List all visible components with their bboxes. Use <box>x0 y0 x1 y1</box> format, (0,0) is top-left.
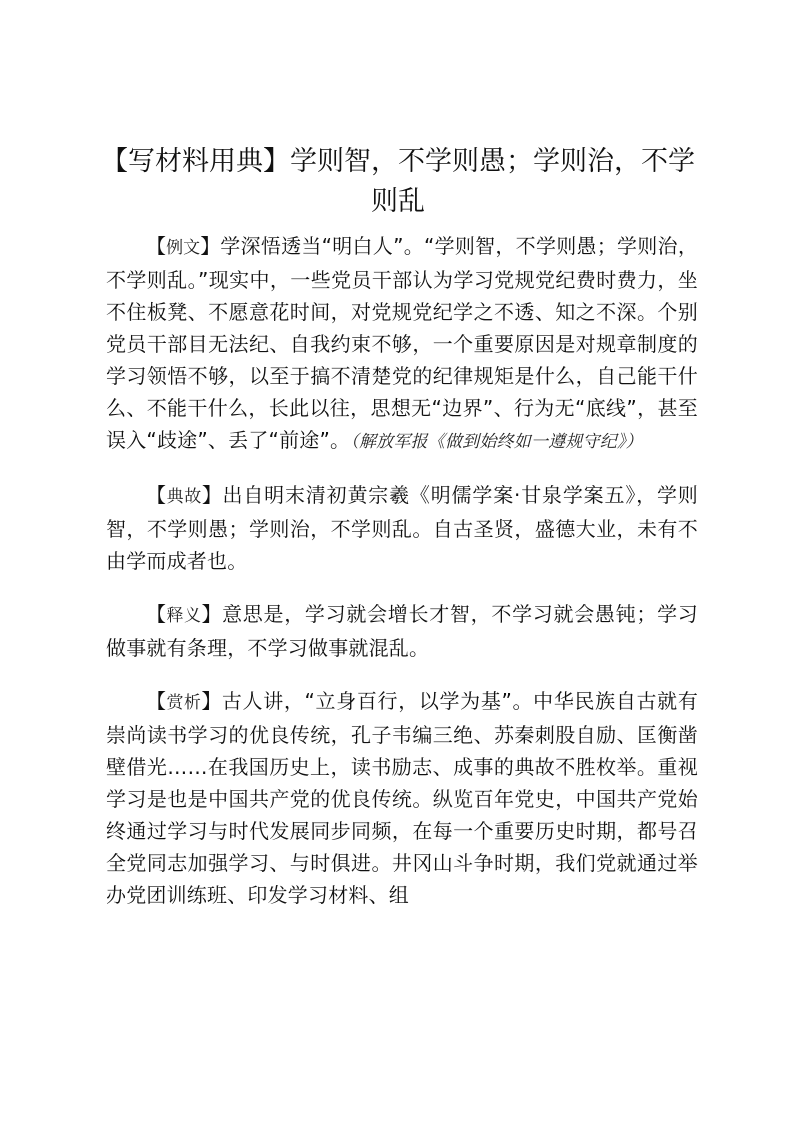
section-tag-word: 例文 <box>166 238 201 258</box>
paragraph-example <box>106 230 698 458</box>
section-tag-allusion: 【典故】 <box>146 483 223 507</box>
section-tag-word: 赏析 <box>166 693 202 713</box>
document-title: 【写材料用典】学则智，不学则愚；学则治，不学则乱 <box>101 146 695 217</box>
section-tag-appreciation: 【赏析】 <box>146 689 222 713</box>
section-tag-meaning: 【释义】 <box>146 602 223 626</box>
paragraph-text: 意思是，学习就会增长才智，不学习就会愚钝；学习做事就有条理，不学习做事就混乱。 <box>106 602 698 660</box>
section-tag-word: 典故 <box>166 487 202 507</box>
paragraph-allusion <box>106 479 698 577</box>
section-tag-example: 【例文】 <box>146 234 221 258</box>
paragraph-text: 出自明末清初黄宗羲《明儒学案·甘泉学案五》，学则智，不学则愚；学则治，不学则乱。自古圣贤，盛德大业，未有不由学而成者也。 <box>106 483 698 573</box>
paragraph-appreciation <box>106 685 698 911</box>
section-tag-word: 释义 <box>166 606 202 626</box>
paragraph-meaning <box>106 598 698 664</box>
citation-source: （解放军报《做到始终如一遵规守纪》） <box>350 432 643 452</box>
paragraph-text: 学深悟透当“明白人”。“学则智，不学则愚；学则治，不学则乱。”现实中，一些党员干部认为学习党规党纪费时费力，坐不住板凳、不愿意花时间，对党规党纪学之不透、知之不深。个别党员干部目无法纪、自我约束不够，一个重要原因是对规章制度的学习领悟不够，以至于搞不清楚党的纪律规矩是什么，自己能干什么、不能干什么，长此以往，思想无“边界”、行为无“底线”，甚至误入“歧途”、丢了“前途”。 <box>106 234 699 452</box>
document-body <box>106 230 698 932</box>
paragraph-text: 古人讲，“立身百行，以学为基”。中华民族自古就有崇尚读书学习的优良传统，孔子韦编三绝、苏秦刺股自励、匡衡凿壁借光……在我国历史上，读书励志、成事的典故不胜枚举。重视学习是也是中国共产党的优良传统。纵览百年党史，中国共产党始终通过学习与时代发展同步同频，在每一个重要历史时期，都号召全党同志加强学习、与时俱进。井冈山斗争时期，我们党就通过举办党团训练班、印发学习材料、组 <box>106 689 699 907</box>
